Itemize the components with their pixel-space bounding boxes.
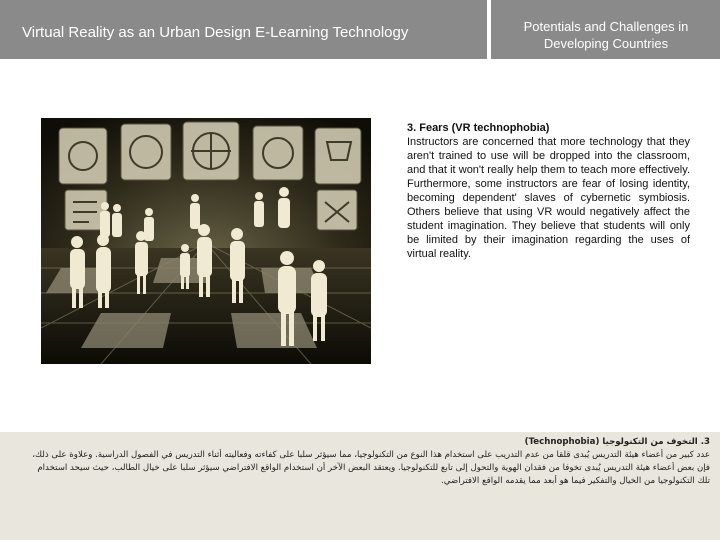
page-title: Virtual Reality as an Urban Design E-Learning Technology [22,24,409,41]
arabic-heading: 3. التخوف من التكنولوجيا (Technophobia) [524,437,710,447]
header-divider [487,0,491,59]
section-body [407,121,690,261]
arabic-line-1: عدد كبير من أعضاء هيئة التدريس يُبدى قلقا من عدم التدريب على استخدام هذا النوع من التكنولوجيا، مما سيؤثر سلبا على كفاءته وفعاليته أثناء التدريس في الفصول الدراسية. وعلاوة على ذلك، [32,450,710,460]
section-paragraph: Instructors are concerned that more technology that they aren't trained to use will be dropped into the classroom, and that it won't really help them to teach more effectively. Furthermore, some instructors are fear of losing identity, becoming dependent' slaves of cybernetic symbiosis. Others believe that using VR would negatively affect the student imagination. They believe that students will only be limited by their imagination regarding the uses of virtual reality. [407,136,690,260]
arabic-translation [12,436,710,488]
section-heading: 3. Fears (VR technophobia) [407,122,550,134]
arabic-line-3: تلك التكنولوجيا من الخيال والتفكير فيما هو أبعد مما يقدمه الواقع الافتراضي. [441,476,710,486]
subtitle-line-2: Developing Countries [543,36,669,51]
page-subtitle [497,18,715,52]
subtitle-line-1: Potentials and Challenges in [523,19,689,34]
arabic-line-2: فإن بعض أعضاء هيئة التدريس يُبدى تخوفا من فقدان الهوية والتحول إلى تابع للتكنولوجيا. ويعتقد البعض الآخر أن استخدام الواقع الافتراضي سيؤثر سلبا على خيال الطالب، حيث سيحد استخدام [37,463,710,473]
vr-city-crowd-illustration [41,118,371,364]
